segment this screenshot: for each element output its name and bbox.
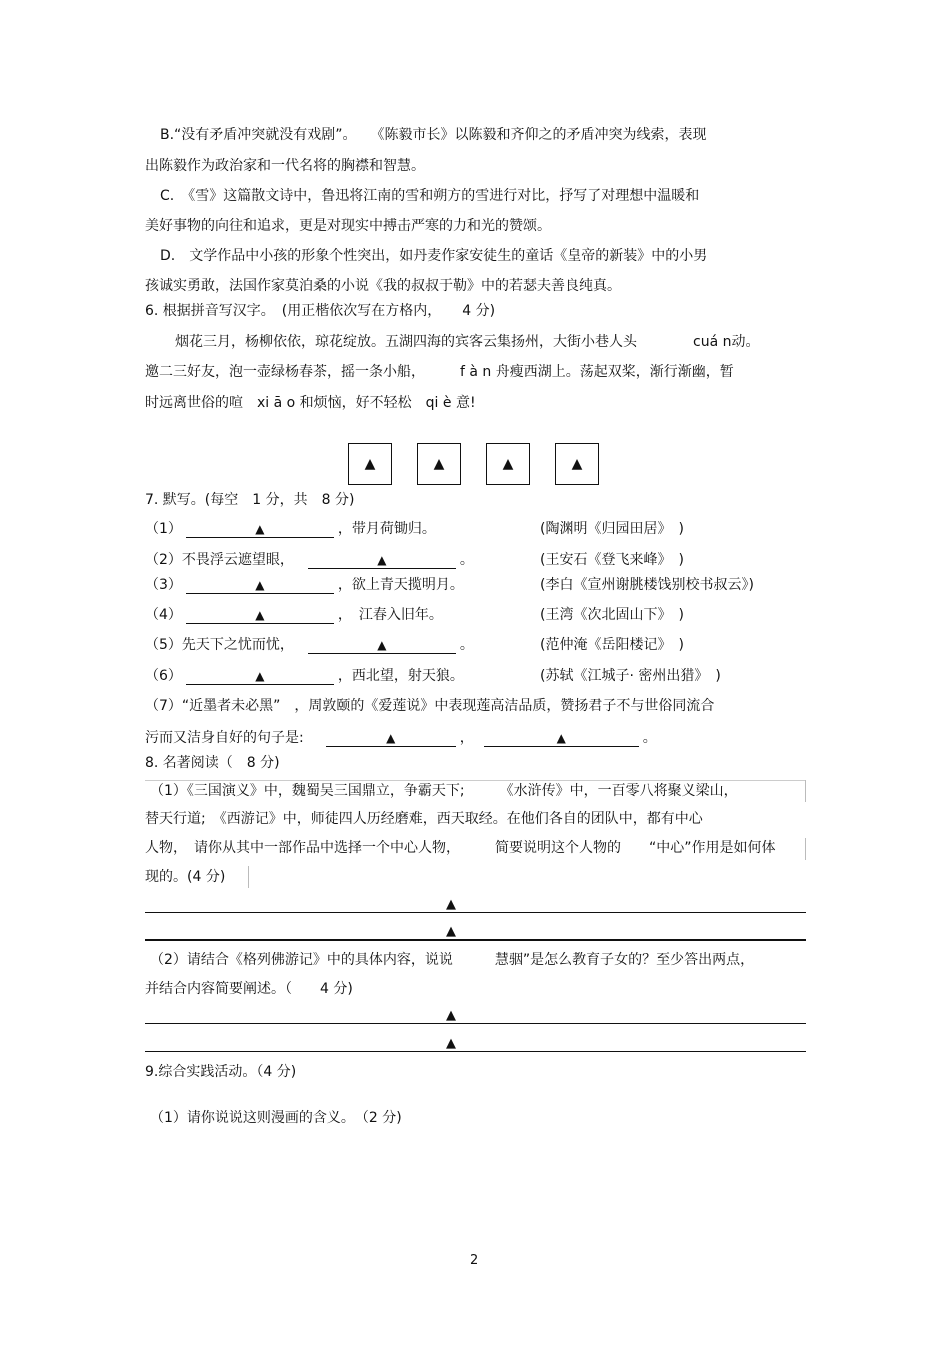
answer-line[interactable] <box>145 912 806 913</box>
q8-part1-line4: 现的。(4 分) <box>145 869 226 885</box>
item-text: ，欲上青天揽明月。 <box>337 577 464 593</box>
triangle-icon: ▲ <box>255 669 265 683</box>
item-number: （3） <box>145 577 182 593</box>
q7-item-1-source: (陶渊明《归园田居》 ) <box>540 521 684 537</box>
triangle-icon: ▲ <box>386 731 396 745</box>
fill-blank[interactable] <box>326 730 456 747</box>
table-border-top <box>145 780 806 781</box>
answer-line[interactable] <box>145 1023 806 1024</box>
q7-item-3-source: (李白《宣州谢朓楼饯别校书叔云》) <box>540 577 754 593</box>
q6-paragraph-line2: 邀二三好友，泡一壶绿杨春茶，摇一条小船， f à n 舟瘦西湖上。荡起双桨，渐行渐幽，暂 <box>145 364 734 380</box>
page-number: 2 <box>470 1253 479 1268</box>
separator: ， <box>459 730 474 746</box>
answer-box-2[interactable]: ▲ <box>417 443 461 485</box>
item-end: 。 <box>642 730 657 746</box>
q7-item-7-line2 <box>145 729 657 747</box>
triangle-icon: ▲ <box>446 1008 456 1023</box>
item-number: （1） <box>145 521 182 537</box>
q8-part1-line1: （1）《三国演义》中，魏蜀吴三国鼎立，争霸天下; 《水浒传》中，一百零八将聚义梁山， <box>150 783 738 799</box>
q5-option-d-line2: 孩诚实勇敢，法国作家莫泊桑的小说《我的叔叔于勒》中的若瑟夫善良纯真。 <box>145 278 621 294</box>
item-end: 。 <box>459 637 474 653</box>
triangle-icon: ▲ <box>446 1036 456 1051</box>
table-border-inner <box>248 866 249 888</box>
triangle-icon: ▲ <box>556 731 566 745</box>
item-text: 不畏浮云遮望眼， <box>181 552 294 568</box>
q8-part2-line1: （2）请结合《格列佛游记》中的具体内容，说说 慧骃”是怎么教育子女的？至少答出两点， <box>150 952 755 968</box>
fill-blank[interactable] <box>308 637 456 654</box>
q7-item-6-source: (苏轼《江城子· 密州出猎》 ) <box>540 668 721 684</box>
q5-option-b-line1: B.“没有矛盾冲突就没有戏剧”。 《陈毅市长》以陈毅和齐仰之的矛盾冲突为线索，表现 <box>160 127 707 143</box>
item-text: 先天下之忧而忧， <box>181 637 294 653</box>
answer-line[interactable] <box>145 939 806 941</box>
q6-paragraph-line3: 时远离世俗的喧 xi ā o 和烦恼，好不轻松 qi è 意! <box>145 395 476 411</box>
q5-option-c-line2: 美好事物的向往和追求，更是对现实中搏击严寒的力和光的赞颂。 <box>145 218 551 234</box>
q6-paragraph-line1: 烟花三月，杨柳依依，琼花绽放。五湖四海的宾客云集扬州，大街小巷人头 cuá n动。 <box>175 334 760 350</box>
q5-option-d-line1: D. 文学作品中小孩的形象个性突出，如丹麦作家安徒生的童话《皇帝的新装》中的小男 <box>160 248 708 264</box>
table-border-right <box>805 780 806 802</box>
triangle-icon: ▲ <box>377 553 387 567</box>
q7-item-4 <box>145 606 443 624</box>
q8-part1-line2: 替天行道; 《西游记》中，师徒四人历经磨难，西天取经。在他们各自的团队中，都有中心 <box>145 811 703 827</box>
q5-option-c-line1: C. 《雪》这篇散文诗中，鲁迅将江南的雪和朔方的雪进行对比，抒写了对理想中温暖和 <box>160 188 700 204</box>
q7-item-7-line1: （7）“近墨者未必黑” ，周敦颐的《爱莲说》中表现莲高洁品质，赞扬君子不与世俗同流合 <box>145 698 715 714</box>
fill-blank[interactable] <box>308 552 456 569</box>
q7-item-5-source: (范仲淹《岳阳楼记》 ) <box>540 637 684 653</box>
triangle-icon: ▲ <box>255 608 265 622</box>
item-text: ，西北望，射天狼。 <box>337 668 464 684</box>
item-number: （6） <box>145 668 182 684</box>
item-number: （5） <box>145 637 182 653</box>
answer-box-3[interactable]: ▲ <box>486 443 530 485</box>
table-border-right <box>805 838 806 860</box>
triangle-icon: ▲ <box>255 578 265 592</box>
q7-item-6 <box>145 667 464 685</box>
fill-blank[interactable] <box>186 607 334 624</box>
q8-title: 8. 名著阅读（ 8 分) <box>145 755 280 771</box>
answer-box-4[interactable]: ▲ <box>555 443 599 485</box>
item-text: ，带月荷锄归。 <box>337 521 436 537</box>
fill-blank[interactable] <box>186 521 334 538</box>
q9-part1: （1）请你说说这则漫画的含义。 （2 分) <box>150 1110 402 1126</box>
item-text: 污而又洁身自好的句子是: <box>145 730 304 746</box>
triangle-icon: ▲ <box>446 924 456 939</box>
q6-title: 6. 根据拼音写汉字。 (用正楷依次写在方格内， 4 分) <box>145 303 496 319</box>
item-number: （2） <box>145 552 182 568</box>
item-number: （4） <box>145 607 182 623</box>
q7-title: 7. 默写。(每空 1 分，共 8 分) <box>145 492 355 508</box>
q7-item-3 <box>145 576 464 594</box>
fill-blank[interactable] <box>186 577 334 594</box>
item-text: ， 江春入旧年。 <box>337 607 443 623</box>
q7-item-2 <box>145 551 474 569</box>
triangle-icon: ▲ <box>377 638 387 652</box>
q5-option-b-line2: 出陈毅作为政治家和一代名将的胸襟和智慧。 <box>145 158 425 174</box>
q7-item-2-source: (王安石《登飞来峰》 ) <box>540 552 684 568</box>
q8-part2-line2: 并结合内容简要阐述。（ 4 分) <box>145 981 353 997</box>
q7-item-4-source: (王湾《次北固山下》 ) <box>540 607 684 623</box>
fill-blank[interactable] <box>484 730 639 747</box>
answer-line[interactable] <box>145 1051 806 1052</box>
q9-title: 9.综合实践活动。（4 分) <box>145 1064 297 1080</box>
q8-part1-line3: 人物， 请你从其中一部作品中选择一个中心人物， 简要说明这个人物的 “中心”作用是如何体 <box>145 840 776 856</box>
q7-item-1 <box>145 520 436 538</box>
q7-item-5 <box>145 636 474 654</box>
item-end: 。 <box>459 552 474 568</box>
answer-box-1[interactable]: ▲ <box>348 443 392 485</box>
triangle-icon: ▲ <box>446 897 456 912</box>
triangle-icon: ▲ <box>255 522 265 536</box>
fill-blank[interactable] <box>186 668 334 685</box>
